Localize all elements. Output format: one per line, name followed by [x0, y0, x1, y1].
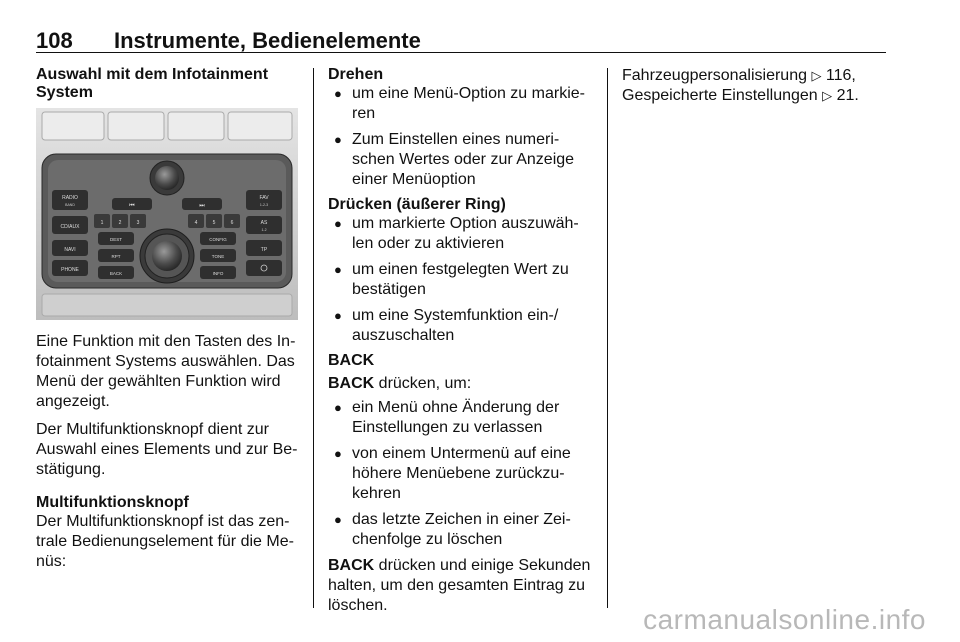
right-button-group	[246, 190, 282, 276]
column-divider-1	[313, 68, 314, 608]
list-drehen	[328, 84, 594, 190]
heading-back: BACK	[328, 352, 375, 369]
heading-druecken: Drücken (äußerer Ring)	[328, 196, 506, 213]
phone-button-label: PHONE	[61, 267, 79, 273]
info-button-label: INFO	[212, 271, 224, 276]
multifunction-knob	[152, 241, 182, 271]
as-sub-label: 1-2	[261, 228, 267, 232]
subheading-multifunction-knob: Multifunktionsknopf	[36, 494, 189, 511]
center-right-buttons	[200, 232, 236, 279]
navi-button-label: NAVI	[64, 247, 76, 253]
column-divider-2	[607, 68, 608, 608]
paragraph-back-intro	[328, 374, 594, 394]
rpt-button-label: RPT	[111, 254, 121, 259]
band-label: BAND	[65, 203, 75, 207]
back-outro-text: drücken und einige Sekunden halten, um den gesamten Eintrag zu löschen.	[328, 557, 591, 614]
paragraph-back-hold	[328, 556, 594, 616]
panel-illustration	[36, 108, 298, 320]
section-heading: Auswahl mit dem Infotainment System	[36, 66, 269, 101]
back-key-text: BACK	[328, 375, 375, 392]
seek-forward-icon: ⏭	[199, 203, 205, 209]
preset-buttons-right	[188, 214, 240, 228]
column-3	[622, 66, 884, 114]
list-item: ● von einem Untermenü auf eine höhere Menüebene zurückzu-kehren	[328, 444, 594, 504]
dest-button-label: DEST	[109, 237, 123, 242]
seek-back-icon: ⏮	[129, 203, 135, 209]
list-druecken	[328, 214, 594, 346]
reference-page: 116,	[821, 67, 856, 84]
reference-link-personalization[interactable]	[622, 67, 856, 84]
column-2	[328, 66, 594, 624]
reference-text: Fahrzeugpersonalisierung	[622, 67, 812, 84]
fav-sub-label: 1-2-3	[259, 203, 269, 207]
reference-link-saved-settings[interactable]	[622, 87, 859, 104]
list-item: ● um eine Systemfunktion ein-/ auszuschalten	[328, 306, 594, 346]
cross-references	[622, 66, 884, 106]
center-left-buttons	[98, 232, 134, 279]
volume-knob	[155, 166, 179, 190]
tp-button-label: TP	[260, 247, 268, 253]
preset-6-label: 6	[230, 220, 234, 226]
list-item: ● das letzte Zeichen in einer Zei-chenfolge zu löschen	[328, 510, 594, 550]
radio-button-label: RADIO	[62, 195, 78, 201]
list-item: ● um markierte Option auszuwäh-len oder zu aktivieren	[328, 214, 594, 254]
left-button-group	[52, 190, 88, 276]
list-item: ● Zum Einstellen eines numeri-schen Wertes oder zur Anzeige einer Menüoption	[328, 130, 594, 190]
page-title: Instrumente, Bedienelemente	[114, 28, 421, 53]
cdaux-button-label: CD/AUX	[60, 224, 80, 230]
list-item: ● ein Menü ohne Änderung der Einstellungen zu verlassen	[328, 398, 594, 438]
page-number: 108	[36, 28, 73, 53]
reference-text: Gespeicherte Einstellungen	[622, 87, 823, 104]
back-button-label: BACK	[109, 271, 123, 276]
preset-1-label: 1	[100, 220, 104, 226]
paragraph-function-select: Eine Funktion mit den Tasten des In-fotainment Systems auswählen. Das Menü der gewählten Funktion wird angezeigt.	[36, 333, 296, 410]
page-reference-icon: ▷	[822, 88, 833, 103]
reference-page: 21.	[832, 87, 859, 104]
preset-3-label: 3	[136, 220, 140, 226]
back-key-text: BACK	[328, 557, 375, 574]
tone-button-label: TONE	[211, 254, 225, 259]
page-header	[36, 24, 886, 53]
list-item: ● um eine Menü-Option zu markie-ren	[328, 84, 594, 124]
config-button-label: CONFIG	[209, 237, 227, 242]
preset-4-label: 4	[194, 220, 198, 226]
page-reference-icon: ▷	[811, 68, 822, 83]
preset-buttons-left	[94, 214, 146, 228]
as-button-label: AS	[260, 220, 268, 226]
paragraph-knob-usage: Der Multifunktionsknopf dient zur Auswahl eines Elements und zur Be-stätigung.	[36, 421, 298, 478]
heading-drehen: Drehen	[328, 66, 384, 83]
column-1	[36, 66, 298, 580]
list-item: ● um einen festgelegten Wert zu bestätigen	[328, 260, 594, 300]
fav-button-label: FAV	[259, 195, 269, 201]
preset-2-label: 2	[118, 220, 122, 226]
back-intro-text: drücken, um:	[374, 375, 472, 392]
infotainment-panel-image	[36, 108, 298, 320]
paragraph-knob-description: Der Multifunktionsknopf ist das zen-trale Bedienungselement für die Me-nüs:	[36, 513, 294, 570]
preset-5-label: 5	[212, 220, 216, 226]
list-back	[328, 398, 594, 550]
watermark: carmanualsonline.info	[643, 604, 926, 635]
